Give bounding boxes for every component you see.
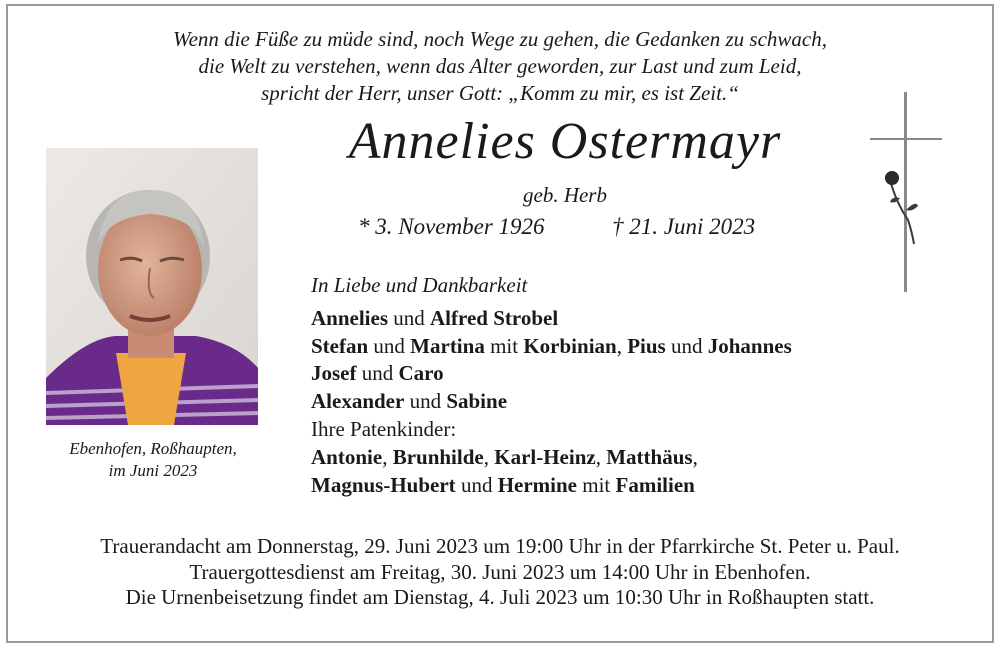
portrait-photo: [46, 148, 258, 425]
birth-date: * 3. November 1926: [358, 214, 545, 239]
mourner-name: Alexander: [311, 389, 405, 414]
mourner-connector: und: [356, 361, 399, 386]
mourner-name: Alfred Strobel: [430, 305, 559, 330]
mourner-connector: mit: [484, 333, 524, 358]
mourner-name: Hermine: [497, 472, 577, 497]
rose-blossom-icon: [885, 171, 899, 185]
poem-line: Wenn die Füße zu müde sind, noch Wege zu gehen, die Gedanken zu schwach,: [173, 27, 827, 51]
mourner-name: Magnus-Hubert: [311, 472, 456, 497]
mourner-name: Karl-Heinz: [494, 444, 596, 469]
cross-icon: [866, 92, 946, 292]
mourner-name: Josef: [311, 361, 357, 386]
deceased-name: Annelies Ostermayr: [348, 113, 782, 170]
service-line: Die Urnenbeisetzung findet am Dienstag, 4. Juli 2023 um 10:30 Uhr in Roßhaupten statt.: [125, 585, 875, 609]
mourner-name: Caro: [398, 361, 444, 386]
mourner-list: [311, 305, 792, 500]
photo-caption: [40, 438, 266, 482]
mourners-block: [311, 272, 792, 499]
poem-line: spricht der Herr, unser Gott: „Komm zu mir, es ist Zeit.“: [261, 81, 739, 105]
mourner-row: [311, 416, 792, 444]
mourner-connector: mit: [577, 472, 616, 497]
mourner-connector: ,: [616, 333, 628, 358]
mourner-name: Matthäus: [606, 444, 693, 469]
death-date: † 21. Juni 2023: [612, 214, 756, 239]
caption-line: Ebenhofen, Roßhaupten,: [69, 439, 237, 458]
mourner-connector: und: [455, 472, 498, 497]
mourner-name: Johannes: [707, 333, 792, 358]
mourner-connector: und: [665, 333, 708, 358]
mourner-row: [311, 333, 792, 361]
mourner-connector: ,: [595, 444, 607, 469]
mourner-row: [311, 388, 792, 416]
mourner-name: Korbinian: [523, 333, 617, 358]
mourner-name: Antonie: [311, 444, 383, 469]
mourner-connector: und: [388, 305, 431, 330]
service-line: Trauergottesdienst am Freitag, 30. Juni 2023 um 14:00 Uhr in Ebenhofen.: [189, 559, 811, 584]
mourner-connector: Ihre Patenkinder:: [311, 416, 457, 441]
mourner-connector: und: [368, 333, 411, 358]
mourner-name: Brunhilde: [392, 444, 484, 469]
mourner-connector: ,: [692, 444, 698, 469]
service-announcements: [0, 534, 1000, 611]
mourner-row: [311, 305, 792, 333]
mourner-name: Annelies: [311, 305, 389, 330]
mourner-name: Familien: [615, 472, 695, 497]
mourner-row: [311, 360, 792, 388]
poem-line: die Welt zu verstehen, wenn das Alter geworden, zur Last und zum Leid,: [198, 54, 802, 78]
mourner-connector: und: [404, 389, 447, 414]
rose-stem-icon: [890, 180, 914, 244]
mourner-row: [311, 444, 792, 472]
mourner-connector: ,: [483, 444, 495, 469]
caption-line: im Juni 2023: [108, 461, 198, 480]
service-line: Trauerandacht am Donnerstag, 29. Juni 2023 um 19:00 Uhr in der Pfarrkirche St. Peter u. Paul.: [100, 534, 900, 558]
mourner-name: Pius: [627, 333, 666, 358]
mourner-name: Sabine: [446, 389, 508, 414]
mourner-name: Stefan: [311, 333, 369, 358]
mourner-name: Martina: [410, 333, 485, 358]
portrait-illustration: [46, 148, 258, 425]
cross-with-rose: [866, 92, 946, 292]
mourners-intro: In Liebe und Dankbarkeit: [311, 273, 528, 297]
poem: [0, 26, 1000, 107]
mourner-row: [311, 472, 792, 500]
rose-leaf-icon: [906, 204, 918, 211]
mourner-connector: ,: [382, 444, 393, 469]
birth-name: geb. Herb: [523, 183, 607, 207]
